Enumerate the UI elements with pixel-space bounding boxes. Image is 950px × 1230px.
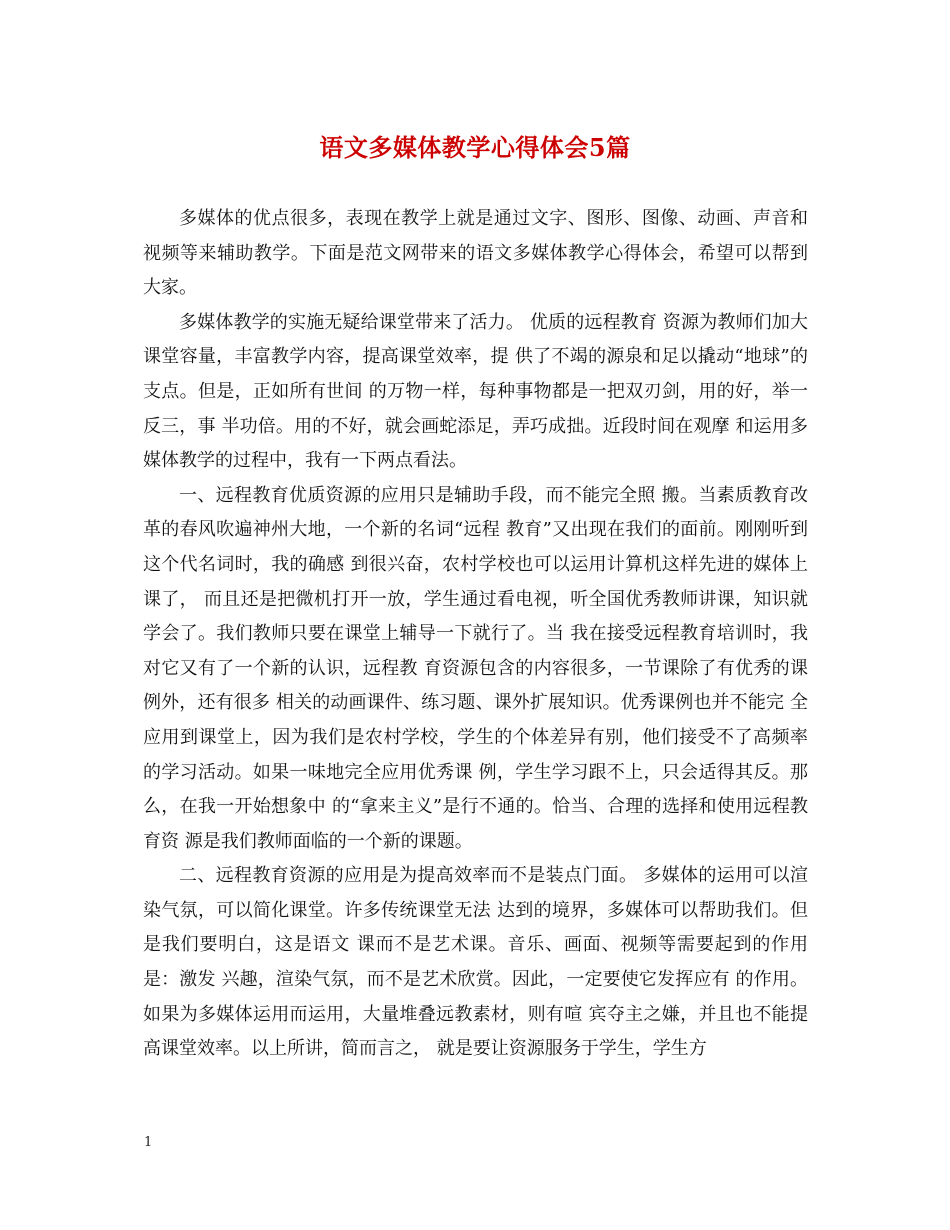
- document-body: [143, 202, 808, 1132]
- paragraph-point-two: 二、远程教育资源的应用是为提高效率而不是装点门面。 多媒体的运用可以渲染气氛，可以简化课堂。许多传统课堂无法 达到的境界，多媒体可以帮助我们。但是我们要明白，这是语文 课而不是艺术课。音乐、画面、视频等需要起到的作用是：激发 兴趣，渲染气氛，而不是艺术欣赏。因此，一定要使它发挥应有 的作用。如果为多媒体运用而运用，大量堆叠远教素材，则有喧 宾夺主之嫌，并且也不能提高课堂效率。以上所讲，简而言之， 就是要让资源服务于学生，学生方: [143, 865, 808, 1060]
- page-title: 语文多媒体教学心得体会5篇: [319, 133, 631, 162]
- paragraph-overview: 多媒体教学的实施无疑给课堂带来了活力。 优质的远程教育 资源为教师们加大课堂容量，丰富教学内容，提高课堂效率，提 供了不竭的源泉和足以撬动“地球”的支点。但是，正如所有世间 的万物一样，每种事物都是一把双刃剑，用的好，举一反三，事 半功倍。用的不好，就会画蛇添足，弄巧成拙。近段时间在观摩 和运用多媒体教学的过程中，我有一下两点看法。: [143, 311, 808, 472]
- page-number: 1: [144, 1135, 153, 1150]
- paragraph-point-one: 一、远程教育优质资源的应用只是辅助手段，而不能完全照 搬。当素质教育改革的春风吹遍神州大地，一个新的名词“远程 教育”又出现在我们的面前。刚刚听到这个代名词时，我的确感 到很兴奋，农村学校也可以运用计算机这样先进的媒体上课了， 而且还是把微机打开一放，学生通过看电视，听全国优秀教师讲课，知识就学会了。我们教师只要在课堂上辅导一下就行了。当 我在接受远程教育培训时，我对它又有了一个新的认识，远程教 育资源包含的内容很多，一节课除了有优秀的课例外，还有很多 相关的动画课件、练习题、课外扩展知识。优秀课例也并不能完 全应用到课堂上，因为我们是农村学校，学生的个体差异有别，他们接受不了高频率的学习活动。如果一味地完全应用优秀课 例，学生学习跟不上，只会适得其反。那么，在我一开始想象中 的“拿来主义”是行不通的。恰当、合理的选择和使用远程教育资 源是我们教师面临的一个新的课题。: [143, 484, 808, 852]
- paragraph-intro: 多媒体的优点很多，表现在教学上就是通过文字、图形、图像、动画、声音和视频等来辅助教学。下面是范文网带来的语文多媒体教学心得体会，希望可以帮到大家。: [143, 208, 808, 299]
